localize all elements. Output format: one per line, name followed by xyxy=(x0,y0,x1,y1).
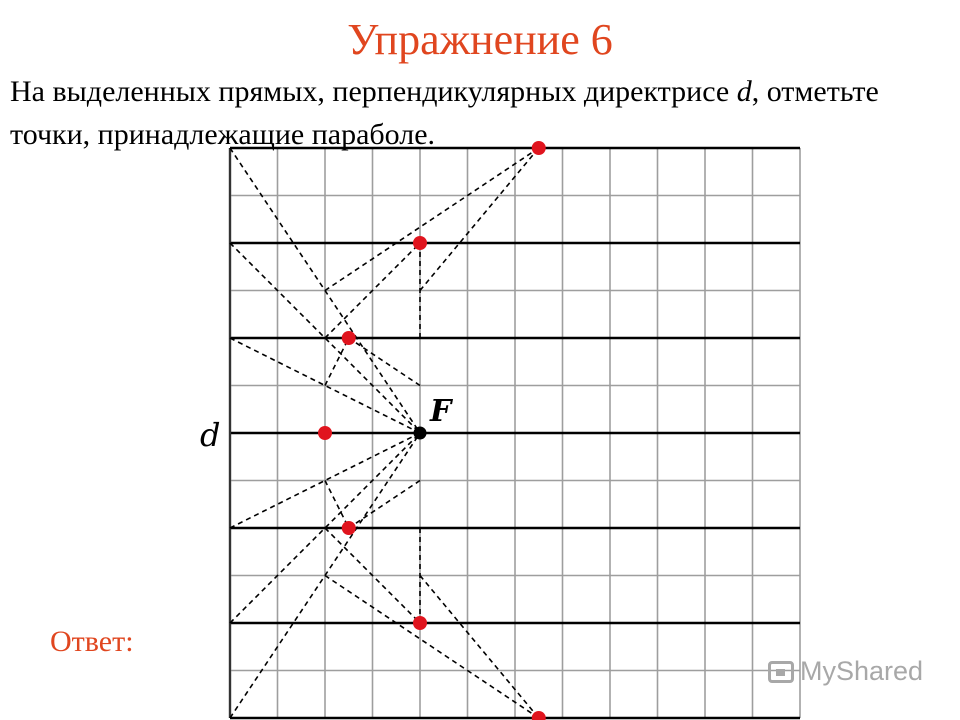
directrix-variable: d xyxy=(736,75,752,108)
bisector-line xyxy=(420,148,539,291)
parabola-point xyxy=(342,331,356,345)
parabola-point xyxy=(318,426,332,440)
answer-label: Ответ: xyxy=(50,625,134,658)
parabola-point xyxy=(532,711,546,720)
parabola-point xyxy=(532,141,546,155)
task-text-before: На выделенных прямых, перпендикулярных директрисе xyxy=(10,75,737,108)
focus-point xyxy=(414,427,427,440)
bisector-line xyxy=(349,338,420,386)
bisector-line xyxy=(325,481,349,529)
bisector-line xyxy=(349,481,420,529)
directrix-label: d xyxy=(200,416,221,454)
task-text-after: , отметьте точки, принадлежащие параболе. xyxy=(10,75,879,151)
watermark-text: MyShared xyxy=(800,656,924,686)
parabola-point xyxy=(342,521,356,535)
bisector-line xyxy=(325,148,539,291)
watermark xyxy=(768,656,923,687)
bisector-line xyxy=(325,338,349,386)
myshared-logo-icon xyxy=(768,661,794,683)
page-title: Упражнение 6 xyxy=(347,15,613,64)
parabola-points xyxy=(318,141,546,720)
parabola-point xyxy=(413,616,427,630)
parabola-point xyxy=(413,236,427,250)
bisector-line xyxy=(420,576,539,719)
focus-label: F xyxy=(430,394,452,429)
bisector-line xyxy=(325,576,539,719)
